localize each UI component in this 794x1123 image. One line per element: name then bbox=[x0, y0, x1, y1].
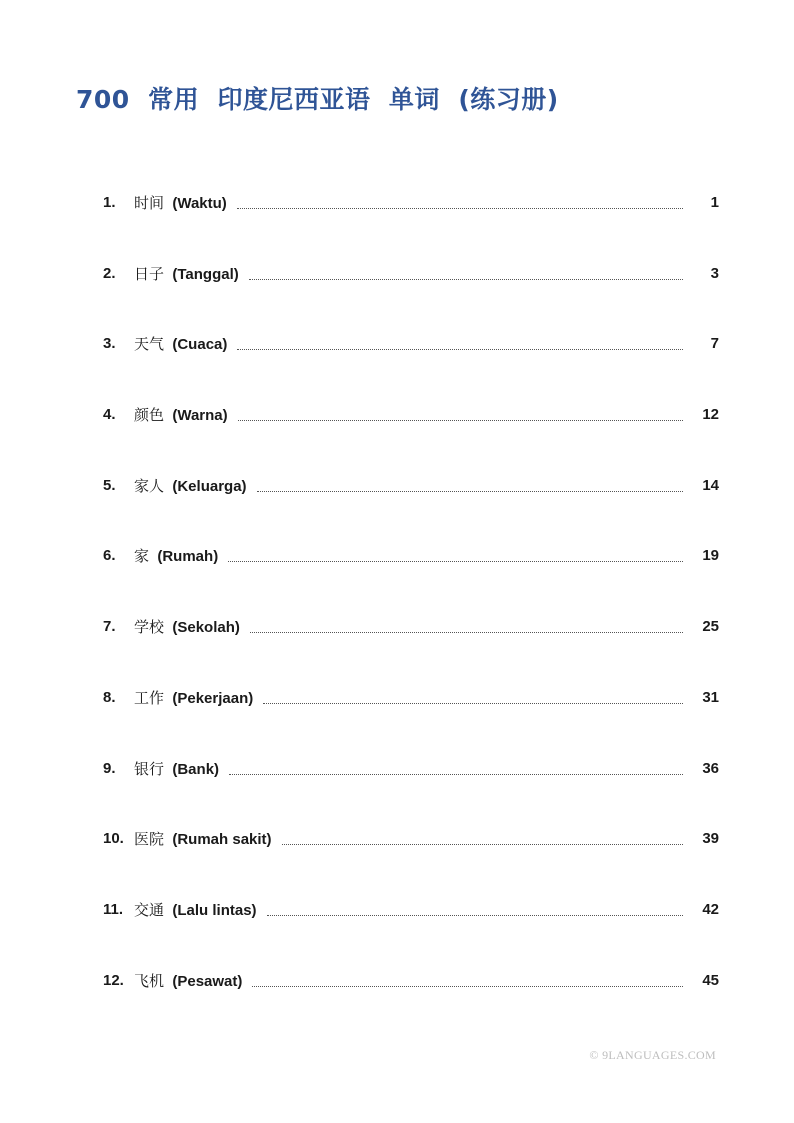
toc-indonesian-title: (Cuaca) bbox=[172, 336, 228, 354]
toc-page-number: 1 bbox=[710, 194, 719, 211]
toc-entry-11[interactable] bbox=[103, 893, 719, 964]
toc-page-number: 31 bbox=[702, 688, 719, 706]
toc-indonesian-title: (Bank) bbox=[172, 760, 220, 778]
toc-entry-5[interactable] bbox=[103, 469, 719, 540]
toc-number: 4. bbox=[103, 406, 116, 424]
toc-number: 12. bbox=[103, 971, 124, 989]
toc-indonesian-title: (Warna) bbox=[172, 407, 228, 425]
dot-leader bbox=[252, 964, 683, 987]
page-title: 700 常用 印度尼西亚语 单词 (练习册) bbox=[76, 85, 559, 114]
toc-entry-1[interactable] bbox=[103, 186, 719, 257]
toc-label bbox=[134, 752, 219, 787]
toc-label bbox=[134, 186, 227, 221]
toc-number: 6. bbox=[103, 547, 116, 565]
dot-leader bbox=[267, 893, 683, 916]
dot-leader bbox=[237, 186, 683, 209]
toc-indonesian-title: (Rumah sakit) bbox=[172, 831, 272, 849]
toc-chinese-title: 家人 bbox=[134, 476, 165, 495]
toc-label bbox=[134, 398, 228, 433]
toc-indonesian-title: (Tanggal) bbox=[172, 265, 239, 283]
toc-indonesian-title: (Rumah) bbox=[157, 548, 219, 566]
toc-chinese-title: 飞机 bbox=[134, 971, 165, 990]
toc-number: 9. bbox=[103, 759, 116, 777]
toc-chinese-title: 学校 bbox=[134, 618, 165, 637]
toc-entry-7[interactable] bbox=[103, 610, 719, 681]
toc-label bbox=[134, 327, 227, 362]
toc-indonesian-title: (Keluarga) bbox=[172, 477, 247, 495]
toc-label bbox=[134, 539, 218, 574]
toc-chinese-title: 日子 bbox=[134, 264, 165, 283]
toc-page-number: 42 bbox=[702, 900, 719, 918]
toc-chinese-title: 颜色 bbox=[134, 406, 165, 425]
toc-indonesian-title: (Lalu lintas) bbox=[172, 901, 257, 919]
dot-leader bbox=[282, 822, 683, 845]
dot-leader bbox=[237, 327, 683, 350]
dot-leader bbox=[228, 539, 683, 562]
dot-leader bbox=[257, 469, 683, 492]
table-of-contents bbox=[103, 186, 719, 1034]
toc-entry-8[interactable] bbox=[103, 681, 719, 752]
toc-indonesian-title: (Sekolah) bbox=[172, 619, 240, 637]
toc-chinese-title: 工作 bbox=[134, 688, 165, 707]
toc-page-number: 7 bbox=[710, 335, 719, 353]
toc-page-number: 36 bbox=[702, 759, 719, 777]
toc-label bbox=[134, 893, 257, 928]
toc-number: 11. bbox=[103, 900, 124, 918]
toc-number: 2. bbox=[103, 264, 116, 282]
toc-page-number: 39 bbox=[702, 830, 719, 848]
toc-page-number: 25 bbox=[702, 618, 719, 636]
toc-page-number: 19 bbox=[702, 547, 719, 565]
toc-number: 10. bbox=[103, 830, 124, 848]
toc-chinese-title: 交通 bbox=[134, 900, 165, 919]
toc-entry-6[interactable] bbox=[103, 539, 719, 610]
toc-number: 3. bbox=[103, 335, 116, 353]
toc-page-number: 12 bbox=[702, 406, 719, 424]
toc-chinese-title: 时间 bbox=[134, 194, 165, 212]
copyright-watermark: © 9LANGUAGES.COM bbox=[589, 1048, 716, 1062]
toc-indonesian-title: (Pesawat) bbox=[172, 972, 243, 990]
dot-leader bbox=[229, 752, 683, 775]
dot-leader bbox=[249, 257, 683, 280]
toc-number: 7. bbox=[103, 618, 116, 636]
toc-indonesian-title: (Waktu) bbox=[172, 195, 227, 212]
toc-label bbox=[134, 610, 240, 645]
toc-page-number: 45 bbox=[702, 971, 719, 989]
toc-entry-4[interactable] bbox=[103, 398, 719, 469]
toc-chinese-title: 天气 bbox=[134, 335, 165, 354]
toc-chinese-title: 银行 bbox=[134, 759, 165, 778]
dot-leader bbox=[238, 398, 683, 421]
toc-entry-12[interactable] bbox=[103, 964, 719, 1035]
toc-entry-3[interactable] bbox=[103, 327, 719, 398]
toc-indonesian-title: (Pekerjaan) bbox=[172, 689, 254, 707]
toc-chinese-title: 医院 bbox=[134, 830, 165, 849]
toc-entry-2[interactable] bbox=[103, 257, 719, 328]
dot-leader bbox=[263, 681, 683, 704]
toc-number: 8. bbox=[103, 688, 116, 706]
toc-label bbox=[134, 964, 242, 999]
toc-label bbox=[134, 469, 247, 504]
dot-leader bbox=[250, 610, 683, 633]
toc-label bbox=[134, 257, 239, 292]
toc-number: 1. bbox=[103, 194, 116, 211]
toc-entry-10[interactable] bbox=[103, 822, 719, 893]
toc-page-number: 14 bbox=[702, 476, 719, 494]
toc-entry-9[interactable] bbox=[103, 752, 719, 823]
toc-label bbox=[134, 681, 253, 716]
toc-chinese-title: 家 bbox=[134, 547, 150, 566]
toc-label bbox=[134, 822, 272, 857]
toc-page-number: 3 bbox=[710, 264, 719, 282]
toc-number: 5. bbox=[103, 476, 116, 494]
